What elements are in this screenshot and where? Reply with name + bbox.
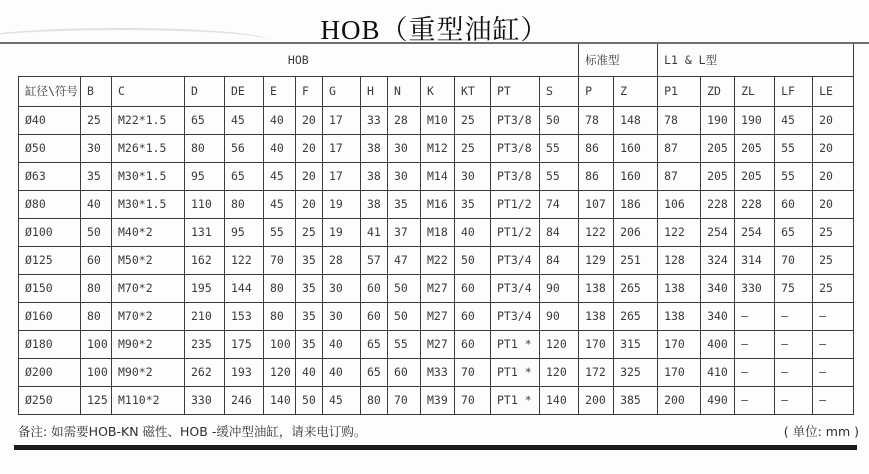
column-header: KT — [455, 76, 491, 106]
table-cell: M26*1.5 — [112, 134, 185, 162]
column-header: C — [112, 76, 185, 106]
table-cell: 138 — [579, 274, 614, 302]
table-cell: 251 — [614, 246, 658, 274]
table-cell: 107 — [579, 190, 614, 218]
table-cell: M70*2 — [112, 302, 185, 330]
table-cell: 78 — [579, 106, 614, 134]
table-cell: 30 — [81, 134, 112, 162]
table-cell: 60 — [775, 190, 813, 218]
table-cell: PT3/4 — [491, 302, 540, 330]
table-cell: 35 — [296, 274, 323, 302]
bore-label: Ø180 — [19, 330, 81, 358]
table-cell: 20 — [813, 162, 854, 190]
table-row — [19, 358, 854, 386]
table-row — [19, 302, 854, 330]
table-cell: 41 — [361, 218, 388, 246]
table-cell: PT3/8 — [491, 162, 540, 190]
table-cell: 33 — [361, 106, 388, 134]
table-cell: 65 — [775, 218, 813, 246]
table-cell: 70 — [388, 386, 421, 414]
table-cell: 190 — [701, 106, 735, 134]
table-cell: 228 — [735, 190, 775, 218]
table-cell: 80 — [81, 274, 112, 302]
table-cell: 100 — [264, 330, 296, 358]
table-cell: 25 — [296, 218, 323, 246]
table-cell: 186 — [614, 190, 658, 218]
table-cell: 129 — [579, 246, 614, 274]
table-cell: 160 — [614, 134, 658, 162]
table-cell: 47 — [388, 246, 421, 274]
table-cell: 65 — [185, 106, 225, 134]
table-cell: 314 — [735, 246, 775, 274]
table-cell: 325 — [614, 358, 658, 386]
table-cell: 40 — [323, 358, 361, 386]
table-cell: 235 — [185, 330, 225, 358]
table-cell: 25 — [813, 274, 854, 302]
table-cell: PT1 * — [491, 330, 540, 358]
table-cell: 38 — [361, 134, 388, 162]
footer-note: 备注: 如需要HOB-KN 磁性、HOB -缓冲型油缸，请来电订购。 — [18, 423, 367, 439]
table-cell: 120 — [540, 358, 579, 386]
column-header: PT — [491, 76, 540, 106]
bore-label: Ø63 — [19, 162, 81, 190]
table-cell: 80 — [225, 190, 264, 218]
table-cell: 106 — [658, 190, 701, 218]
table-cell: 80 — [185, 134, 225, 162]
table-cell: 50 — [296, 386, 323, 414]
table-cell: 175 — [225, 330, 264, 358]
table-cell: 110 — [185, 190, 225, 218]
table-cell: 70 — [455, 358, 491, 386]
table-cell: 30 — [323, 274, 361, 302]
table-cell: 40 — [264, 106, 296, 134]
bore-label: Ø160 — [19, 302, 81, 330]
column-header: LE — [813, 76, 854, 106]
page-title: HOB（重型油缸） — [320, 15, 549, 45]
table-cell: 60 — [361, 274, 388, 302]
table-cell: 410 — [701, 358, 735, 386]
bottom-rule — [14, 445, 857, 450]
table-cell: 55 — [775, 134, 813, 162]
table-cell: 25 — [813, 246, 854, 274]
table-cell: 19 — [323, 218, 361, 246]
table-cell: 120 — [540, 330, 579, 358]
table-cell: 138 — [658, 302, 701, 330]
table-cell: 60 — [455, 330, 491, 358]
bore-label: Ø125 — [19, 246, 81, 274]
table-cell: 80 — [264, 274, 296, 302]
table-cell: M39 — [421, 386, 455, 414]
table-cell: – — [775, 302, 813, 330]
footer-unit: ( 单位: mm ) — [783, 423, 859, 439]
table-cell: 131 — [185, 218, 225, 246]
table-cell: 45 — [264, 162, 296, 190]
table-cell: M14 — [421, 162, 455, 190]
column-header: ZD — [701, 76, 735, 106]
bore-label: Ø250 — [19, 386, 81, 414]
table-cell: PT3/8 — [491, 134, 540, 162]
table-cell: 80 — [264, 302, 296, 330]
column-header: LF — [775, 76, 813, 106]
table-cell: 65 — [361, 330, 388, 358]
table-cell: 170 — [579, 330, 614, 358]
table-cell: 17 — [323, 134, 361, 162]
table-cell: 330 — [185, 386, 225, 414]
table-cell: – — [775, 386, 813, 414]
table-cell: 205 — [701, 134, 735, 162]
bore-label: Ø50 — [19, 134, 81, 162]
table-cell: 25 — [813, 218, 854, 246]
table-cell: 20 — [813, 106, 854, 134]
table-cell: 50 — [455, 246, 491, 274]
footer — [18, 422, 859, 440]
table-row — [19, 274, 854, 302]
table-cell: 87 — [658, 162, 701, 190]
table-cell: 55 — [264, 218, 296, 246]
table-cell: 60 — [455, 274, 491, 302]
table-cell: – — [813, 330, 854, 358]
table-cell: 205 — [735, 134, 775, 162]
table-cell: M90*2 — [112, 358, 185, 386]
table-cell: 25 — [455, 134, 491, 162]
table-cell: 265 — [614, 274, 658, 302]
table-cell: 37 — [388, 218, 421, 246]
table-cell: 153 — [225, 302, 264, 330]
table-cell: 128 — [658, 246, 701, 274]
column-header: B — [81, 76, 112, 106]
table-row — [19, 218, 854, 246]
table-cell: 60 — [388, 358, 421, 386]
table-cell: 228 — [701, 190, 735, 218]
table-cell: 25 — [455, 106, 491, 134]
table-cell: 28 — [388, 106, 421, 134]
table-cell: M27 — [421, 330, 455, 358]
table-cell: M70*2 — [112, 274, 185, 302]
table-cell: 90 — [540, 274, 579, 302]
table-cell: – — [775, 358, 813, 386]
table-cell: 125 — [81, 386, 112, 414]
table-cell: M12 — [421, 134, 455, 162]
table-cell: 60 — [361, 302, 388, 330]
table-cell: 35 — [296, 302, 323, 330]
table-cell: 35 — [455, 190, 491, 218]
table-cell: 400 — [701, 330, 735, 358]
table-cell: PT1/2 — [491, 190, 540, 218]
column-header: S — [540, 76, 579, 106]
table-cell: 20 — [813, 190, 854, 218]
table-cell: 45 — [264, 190, 296, 218]
table-cell: M16 — [421, 190, 455, 218]
table-cell: M30*1.5 — [112, 162, 185, 190]
column-header: P — [579, 76, 614, 106]
table-cell: – — [735, 302, 775, 330]
table-cell: M30*1.5 — [112, 190, 185, 218]
table-cell: M90*2 — [112, 330, 185, 358]
table-cell: 55 — [540, 162, 579, 190]
table-cell: 84 — [540, 218, 579, 246]
table-cell: 324 — [701, 246, 735, 274]
column-header: K — [421, 76, 455, 106]
column-header: ZL — [735, 76, 775, 106]
bore-label: Ø100 — [19, 218, 81, 246]
table-cell: 122 — [225, 246, 264, 274]
spec-table — [18, 44, 854, 415]
column-header: 缸径\符号 — [19, 76, 81, 106]
table-cell: 80 — [81, 302, 112, 330]
table-cell: 35 — [81, 162, 112, 190]
table-cell: M27 — [421, 274, 455, 302]
table-row — [19, 246, 854, 274]
table-cell: 55 — [388, 330, 421, 358]
table-cell: 95 — [225, 218, 264, 246]
table-cell: 30 — [323, 302, 361, 330]
table-cell: 86 — [579, 162, 614, 190]
table-cell: 100 — [81, 330, 112, 358]
table-cell: 246 — [225, 386, 264, 414]
table-cell: 60 — [81, 246, 112, 274]
table-cell: 45 — [323, 386, 361, 414]
table-cell: 385 — [614, 386, 658, 414]
table-cell: M110*2 — [112, 386, 185, 414]
table-cell: 28 — [323, 246, 361, 274]
column-header: N — [388, 76, 421, 106]
table-cell: 162 — [185, 246, 225, 274]
table-cell: 87 — [658, 134, 701, 162]
table-cell: 17 — [323, 106, 361, 134]
table-cell: 315 — [614, 330, 658, 358]
bore-label: Ø80 — [19, 190, 81, 218]
table-cell: 20 — [296, 162, 323, 190]
table-cell: 254 — [735, 218, 775, 246]
table-cell: M18 — [421, 218, 455, 246]
table-cell: 84 — [540, 246, 579, 274]
table-cell: – — [735, 386, 775, 414]
table-cell: – — [813, 386, 854, 414]
table-cell: 170 — [658, 330, 701, 358]
table-cell: PT1 * — [491, 358, 540, 386]
table-cell: 138 — [658, 274, 701, 302]
table-cell: 40 — [455, 218, 491, 246]
table-cell: 340 — [701, 274, 735, 302]
column-header: P1 — [658, 76, 701, 106]
table-cell: 86 — [579, 134, 614, 162]
table-cell: M22*1.5 — [112, 106, 185, 134]
table-cell: 172 — [579, 358, 614, 386]
bore-label: Ø40 — [19, 106, 81, 134]
table-cell: 140 — [264, 386, 296, 414]
table-cell: 50 — [81, 218, 112, 246]
column-header: D — [185, 76, 225, 106]
table-row — [19, 162, 854, 190]
group-header-l1l: L1 & L型 — [658, 44, 854, 76]
table-cell: 50 — [540, 106, 579, 134]
table-cell: 56 — [225, 134, 264, 162]
group-header-hob: HOB — [19, 44, 579, 76]
table-cell: M10 — [421, 106, 455, 134]
table-cell: 122 — [579, 218, 614, 246]
table-cell: 50 — [388, 302, 421, 330]
table-cell: 55 — [775, 162, 813, 190]
table-cell: 193 — [225, 358, 264, 386]
column-header-row — [19, 76, 854, 106]
table-cell: 70 — [455, 386, 491, 414]
table-cell: 35 — [296, 246, 323, 274]
table-cell: 90 — [540, 302, 579, 330]
table-cell: 65 — [225, 162, 264, 190]
table-cell: 210 — [185, 302, 225, 330]
table-cell: – — [813, 302, 854, 330]
table-cell: 17 — [323, 162, 361, 190]
table-cell: 138 — [579, 302, 614, 330]
table-cell: 40 — [296, 358, 323, 386]
table-cell: 200 — [658, 386, 701, 414]
table-cell: 40 — [264, 134, 296, 162]
table-cell: 45 — [225, 106, 264, 134]
table-cell: 20 — [296, 106, 323, 134]
column-header: DE — [225, 76, 264, 106]
table-cell: 50 — [388, 274, 421, 302]
table-cell: M50*2 — [112, 246, 185, 274]
table-cell: 148 — [614, 106, 658, 134]
table-cell: 95 — [185, 162, 225, 190]
table-cell: 265 — [614, 302, 658, 330]
table-cell: 74 — [540, 190, 579, 218]
table-cell: PT3/8 — [491, 106, 540, 134]
table-cell: 254 — [701, 218, 735, 246]
table-cell: 262 — [185, 358, 225, 386]
table-cell: – — [813, 358, 854, 386]
table-cell: 120 — [264, 358, 296, 386]
table-cell: PT1 * — [491, 386, 540, 414]
table-cell: 205 — [701, 162, 735, 190]
table-cell: 330 — [735, 274, 775, 302]
table-cell: 200 — [579, 386, 614, 414]
table-cell: 70 — [775, 246, 813, 274]
table-row — [19, 330, 854, 358]
table-cell: 38 — [361, 162, 388, 190]
table-cell: 20 — [296, 190, 323, 218]
bore-label: Ø150 — [19, 274, 81, 302]
table-cell: 205 — [735, 162, 775, 190]
table-cell: – — [735, 330, 775, 358]
table-cell: 57 — [361, 246, 388, 274]
table-cell: 25 — [81, 106, 112, 134]
table-cell: 100 — [81, 358, 112, 386]
table-cell: 60 — [455, 302, 491, 330]
table-cell: 20 — [813, 134, 854, 162]
table-cell: 122 — [658, 218, 701, 246]
column-header: E — [264, 76, 296, 106]
table-cell: 80 — [361, 386, 388, 414]
table-cell: 40 — [81, 190, 112, 218]
table-cell: 35 — [388, 190, 421, 218]
table-cell: 340 — [701, 302, 735, 330]
table-cell: PT3/4 — [491, 246, 540, 274]
table-cell: 20 — [296, 134, 323, 162]
table-cell: 78 — [658, 106, 701, 134]
table-cell: 30 — [455, 162, 491, 190]
table-cell: M40*2 — [112, 218, 185, 246]
table-cell: 160 — [614, 162, 658, 190]
column-header: Z — [614, 76, 658, 106]
table-cell: 206 — [614, 218, 658, 246]
column-header: G — [323, 76, 361, 106]
table-cell: M22 — [421, 246, 455, 274]
table-body — [19, 106, 854, 414]
table-cell: 55 — [540, 134, 579, 162]
table-cell: – — [775, 330, 813, 358]
table-cell: 140 — [540, 386, 579, 414]
table-cell: 170 — [658, 358, 701, 386]
table-cell: 490 — [701, 386, 735, 414]
table-cell: 75 — [775, 274, 813, 302]
table-cell: 195 — [185, 274, 225, 302]
table-cell: 65 — [361, 358, 388, 386]
column-header: H — [361, 76, 388, 106]
table-cell: 30 — [388, 162, 421, 190]
table-cell: 40 — [323, 330, 361, 358]
table-cell: 70 — [264, 246, 296, 274]
table-cell: 19 — [323, 190, 361, 218]
table-cell: 45 — [775, 106, 813, 134]
table-cell: PT1/2 — [491, 218, 540, 246]
table-cell: PT3/4 — [491, 274, 540, 302]
column-header: F — [296, 76, 323, 106]
table-cell: – — [735, 358, 775, 386]
table-cell: M27 — [421, 302, 455, 330]
table-row — [19, 190, 854, 218]
table-cell: 38 — [361, 190, 388, 218]
table-cell: M33 — [421, 358, 455, 386]
table-row — [19, 386, 854, 414]
table-row — [19, 134, 854, 162]
table-cell: 35 — [296, 330, 323, 358]
bore-label: Ø200 — [19, 358, 81, 386]
table-cell: 190 — [735, 106, 775, 134]
table-cell: 30 — [388, 134, 421, 162]
table-cell: 144 — [225, 274, 264, 302]
group-header-standard: 标准型 — [579, 44, 658, 76]
table-row — [19, 106, 854, 134]
